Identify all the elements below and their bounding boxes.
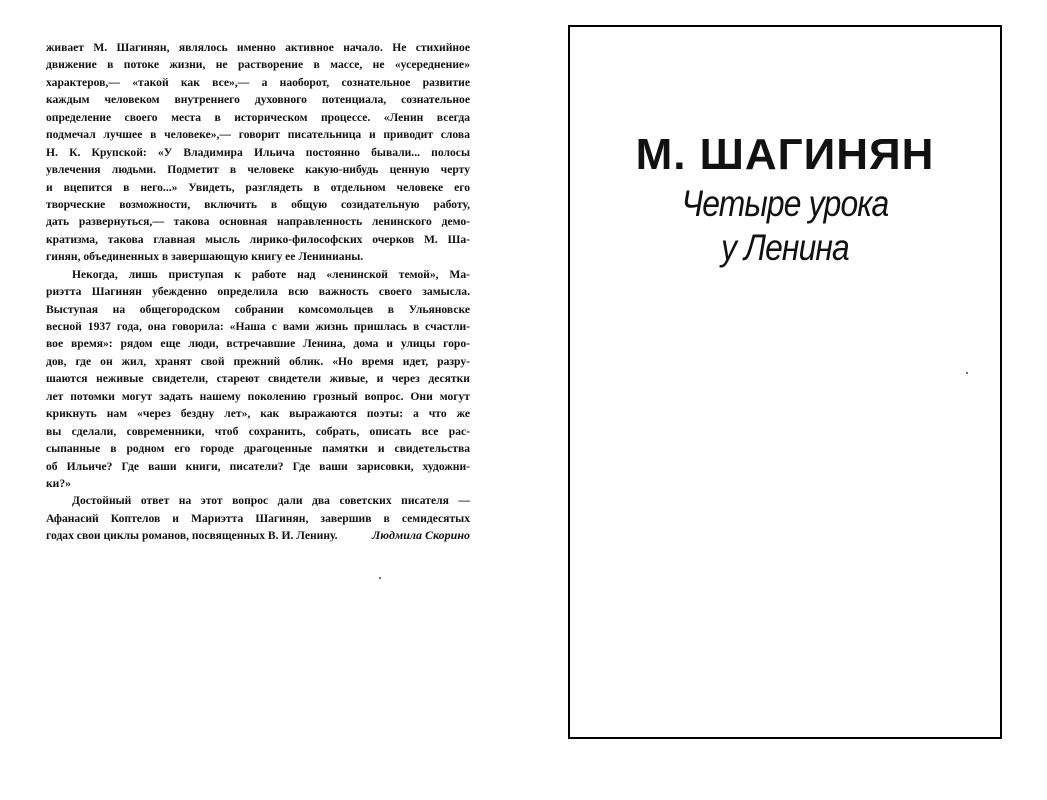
text-line: кратизма, такова главная мысль лирико-философских очерков М. Ша-	[46, 232, 470, 246]
print-speck	[379, 577, 381, 579]
book-title-line-1: Четыре урока	[681, 183, 889, 224]
book-title-line-2: у Ленина	[721, 227, 849, 268]
text-line: вы сделали, современники, чтоб сохранить, собрать, описать все рас-	[46, 424, 470, 438]
text-line: лет потомки могут задать нашему поколению грозный вопрос. Они могут	[46, 389, 470, 403]
author-signature: Людмила Скорино	[372, 528, 470, 542]
text-line: риэтта Шагинян убежденно определила всю важность своего замысла.	[46, 285, 470, 299]
text-line: подмечал лучшее в человеке»,— говорит писательница и приводит слова	[46, 128, 470, 142]
text-line: каждым человеком внутреннего духовного потенциала, сознательное	[46, 93, 470, 107]
text-line: об Ильиче? Где ваши книги, писатели? Где ваши зарисовки, художни-	[46, 459, 470, 473]
text-line: дать развернуться,— такова основная направленность ленинского демо-	[46, 215, 470, 229]
text-line: увлечения людьми. Подметит в человеке какую-нибудь ценную черту	[46, 163, 470, 177]
text-line: характеров,— «такой как все»,— а наоборот, сознательное развитие	[46, 75, 470, 89]
right-page	[520, 0, 1047, 800]
title-frame	[568, 25, 1002, 739]
paragraph	[46, 39, 470, 266]
left-page	[0, 0, 520, 800]
text-line: крикнуть нам «через бездну лет», как выражаются поэты: а что же	[46, 407, 470, 421]
text-line: ки?»	[46, 476, 71, 490]
text-line: вое время»: рядом еще люди, встречавшие Ленина, дома и улицы горо-	[46, 337, 470, 351]
text-line: гинян, объединенных в завершающую книгу ее Ленинианы.	[46, 250, 364, 264]
text-line: Выступая на общегородском собрании комсомольцев в Ульяновске	[46, 302, 470, 316]
text-line: сыпанные в родном его городе драгоценные памятки и свидетельства	[46, 442, 470, 456]
text-line: живает М. Шагинян, являлось именно активное начало. Не стихийное	[46, 41, 470, 54]
text-line: весной 1937 года, она говорила: «Наша с вами жизнь пришлась в счастли-	[46, 320, 470, 333]
text-line: Достойный ответ на этот вопрос дали два советских писателя —	[72, 494, 470, 508]
text-line: годах свои циклы романов, посвященных В. И. Ленину.	[46, 529, 338, 543]
text-line: шаются неживые свидетели, стареют свидетели живые, и через десятки	[46, 372, 470, 386]
paragraph	[46, 266, 470, 493]
text-line: и вцепится в него...» Увидеть, разглядеть в отдельном человеке его	[46, 180, 470, 194]
author-name: М. ШАГИНЯН	[635, 130, 935, 179]
text-line: Некогда, лишь приступая к работе над «ленинской темой», Ма-	[72, 267, 470, 281]
print-speck	[966, 372, 968, 374]
text-line: творческие возможности, включить в общую созидательную работу,	[46, 197, 470, 211]
text-line: Н. К. Крупской: «У Владимира Ильича постоянно бывали... полосы	[46, 145, 470, 159]
afterword-text	[46, 39, 470, 545]
text-line: Афанасий Коптелов и Мариэтта Шагинян, завершив в семидесятых	[46, 511, 470, 525]
text-line: движение в потоке жизни, не растворение в массе, не «усереднение»	[46, 58, 470, 72]
text-line: дов, где он жил, хранят свой прежний облик. «Но время идет, разру-	[46, 354, 470, 368]
text-line: определение своего места в историческом процессе. «Ленин всегда	[46, 110, 470, 124]
